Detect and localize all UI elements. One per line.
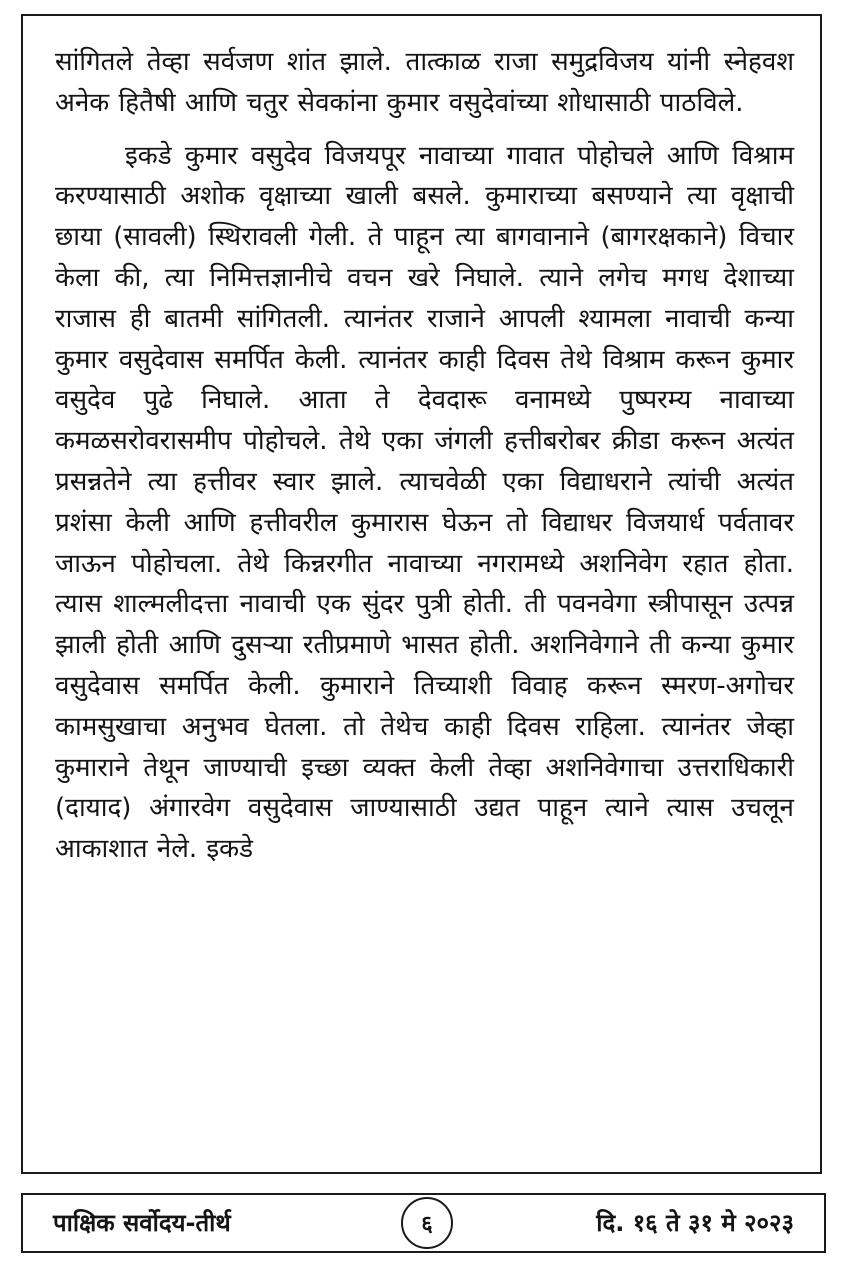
publication-title: पाक्षिक सर्वोदय-तीर्थ	[53, 1209, 231, 1237]
paragraph-main: इकडे कुमार वसुदेव विजयपूर नावाच्या गावात पोहोचले आणि विश्राम करण्यासाठी अशोक वृक्षाच्या खाली बसले. कुमाराच्या बसण्याने त्या वृक्षाची छाया (सावली) स्थिरावली गेली. ते पाहून त्या बागवानाने (बागरक्षकाने) विचार केला की, त्या निमित्तज्ञानीचे वचन खरे निघाले. त्याने लगेच मगध देशाच्या राजास ही बातमी सांगितली. त्यानंतर राजाने आपली श्यामला नावाची कन्या कुमार वसुदेवास समर्पित केली. त्यानंतर काही दिवस तेथे विश्राम करून कुमार वसुदेव पुढे निघाले. आता ते देवदारू वनामध्ये पुष्परम्य नावाच्या कमळसरोवरासमीप पोहोचले. तेथे एका जंगली हत्तीबरोबर क्रीडा करून अत्यंत प्रसन्नतेने त्या हत्तीवर स्वार झाले. त्याचवेळी एका विद्याधराने त्यांची अत्यंत प्रशंसा केली आणि हत्तीवरील कुमारास घेऊन तो विद्याधर विजयार्ध पर्वतावर जाऊन पोहोचला. तेथे किन्नरगीत नावाच्या नगरामध्ये अशनिवेग रहात होता. त्यास शाल्मलीदत्ता नावाची एक सुंदर पुत्री होती. ती पवनवेगा स्त्रीपासून उत्पन्न झाली होती आणि दुसऱ्या रतीप्रमाणे भासत होती. अशनिवेगाने ती कन्या कुमार वसुदेवास समर्पित केली. कुमाराने तिच्याशी विवाह करून स्मरण-अगोचर कामसुखाचा अनुभव घेतला. तो तेथेच काही दिवस राहिला. त्यानंतर जेव्हा कुमाराने तेथून जाण्याची इच्छा व्यक्त केली तेव्हा अशनिवेगाचा उत्तराधिकारी (दायाद) अंगारवेग वसुदेवास जाण्यासाठी उद्यत पाहून त्याने त्यास उचलून आकाशात नेले. इकडे	[55, 140, 794, 865]
page-body-frame	[21, 14, 822, 1174]
paragraph-continued: सांगितले तेव्हा सर्वजण शांत झाले. तात्काळ राजा समुद्रविजय यांनी स्नेहवश अनेक हितैषी आणि चतुर सेवकांना कुमार वसुदेवांच्या शोधासाठी पाठविले.	[55, 47, 794, 118]
issue-date-range: दि. १६ ते ३१ मे २०२३	[596, 1209, 794, 1237]
page-footer	[21, 1193, 826, 1253]
page-number-badge: ६	[401, 1197, 453, 1249]
